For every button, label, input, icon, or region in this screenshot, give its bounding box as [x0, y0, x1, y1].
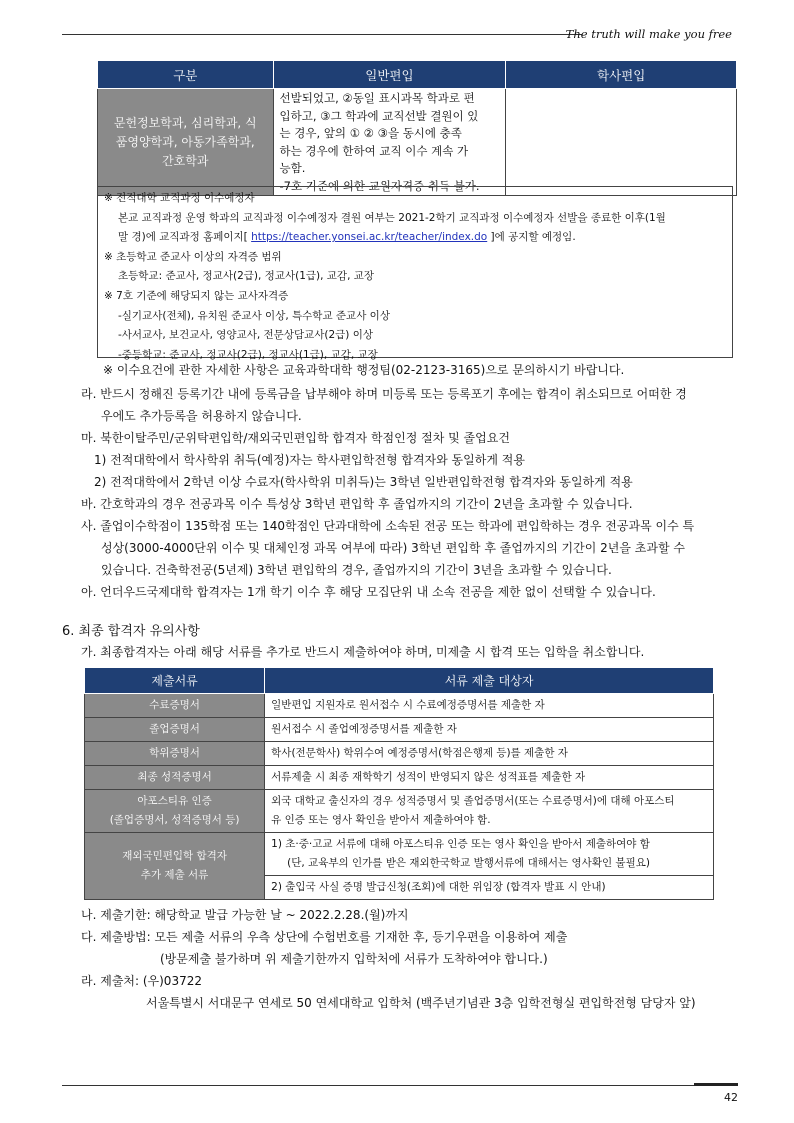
inquiry-note: ※ 이수요건에 관한 자세한 사항은 교육과학대학 행정팀(02-2123-3165)으로 문의하시기 바랍니다.	[103, 363, 625, 377]
item-ra-line2: 우에도 추가등록을 허용하지 않습니다.	[101, 409, 302, 423]
col-header-document: 제출서류	[85, 668, 265, 694]
documents-table	[84, 667, 714, 900]
footer-rule	[62, 1085, 738, 1086]
header-rule	[62, 34, 582, 35]
header-motto: The truth will make you free	[565, 27, 732, 41]
table-row: 수료증명서 일반편입 지원자로 원서접수 시 수료예정증명서를 제출한 자	[85, 694, 714, 718]
col-header-bachelor: 학사편입	[506, 61, 737, 89]
table-row: 최종 성적증명서 서류제출 시 최종 재학학기 성적이 반영되지 않은 성적표를 제출한 자	[85, 766, 714, 790]
teacher-course-note: ※ 전적대학 교직과정 이수예정자 본교 교직과정 운영 학과의 교직과정 이수예정자 결원 여부는 2021-2학기 교직과정 이수예정자 선발을 종료한 이후(1월 말 경)에 교직과정 홈페이지[ https://teacher.yonsei.ac.kr/teacher/index.do ]에 공지할 예정임. ※ 초등학교 준교사 이상의 자격증 범위 초등학교: 준교사, 정교사(2급), 정교사(1급), 교감, 교장 ※ 7호 기준에 해당되지 않는 교사자격증 -실기교사(전체), 유치원 준교사 이상, 특수학교 준교사 이상 -사서교사, 보건교사, 영양교사, 전문상담교사(2급) 이상 -중등학교: 준교사, 정교사(2급), 정교사(1급), 교감, 교장	[97, 186, 733, 358]
item-ma-2: 2) 전적대학에서 2학년 이상 수료자(학사학위 미취득)는 3학년 일반편입학전형 합격자와 동일하게 적용	[94, 475, 633, 489]
item-da-line1: 다. 제출방법: 모든 제출 서류의 우측 상단에 수험번호를 기재한 후, 등기우편을 이용하여 제출	[81, 930, 568, 944]
item-ma-1: 1) 전적대학에서 학사학위 취득(예정)자는 학사편입학전형 합격자와 동일하게 적용	[94, 453, 525, 467]
table-row: 재외국민편입학 합격자 추가 제출 서류 1) 초·중·고교 서류에 대해 아포스티유 인증 또는 영사 확인을 받아서 제출하여야 함 (단, 교육부의 인가를 받은 재외한국학교 발행서류에 대해서는 영사확인 불필요)	[85, 833, 714, 876]
item-a: 아. 언더우드국제대학 합격자는 1개 학기 이수 후 해당 모집단위 내 소속 전공을 제한 없이 선택할 수 있습니다.	[81, 585, 656, 599]
item-da-line2: (방문제출 불가하며 위 제출기한까지 입학처에 서류가 도착하여야 합니다.)	[160, 952, 548, 966]
item-ba: 바. 간호학과의 경우 전공과목 이수 특성상 3학년 편입학 후 졸업까지의 기간이 2년을 초과할 수 있습니다.	[81, 497, 633, 511]
footer-accent-bar	[694, 1083, 738, 1086]
submit-address: 서울특별시 서대문구 연세로 50 연세대학교 입학처 (백주년기념관 3층 입학전형실 편입학전형 담당자 앞)	[146, 996, 696, 1010]
teacher-homepage-link[interactable]: https://teacher.yonsei.ac.kr/teacher/index.do	[251, 231, 488, 244]
col-header-target: 서류 제출 대상자	[265, 668, 714, 694]
general-transfer-cell: 선발되었고, ②동일 표시과목 학과로 편 입하고, ③그 학과에 교직선발 결원이 있 는 경우, 앞의 ① ② ③을 동시에 충족 하는 경우에 한하여 교직 이수 계속 가 능함. -7호 기준에 의한 교원자격증 취득 불가.	[273, 89, 506, 196]
table-row: 2) 출입국 사실 증명 발급신청(조회)에 대한 위임장 (합격자 발표 시 안내)	[85, 876, 714, 900]
category-cell: 문헌정보학과, 심리학과, 식품영양학과, 아동가족학과, 간호학과	[98, 89, 274, 196]
page-number: 42	[724, 1091, 738, 1104]
section-6-title: 6. 최종 합격자 유의사항	[62, 624, 200, 639]
item-na: 나. 제출기한: 해당학교 발급 가능한 날 ~ 2022.2.28.(월)까지	[81, 908, 409, 922]
item-ga: 가. 최종합격자는 아래 해당 서류를 추가로 반드시 제출하여야 하며, 미제출 시 합격 또는 입학을 취소합니다.	[81, 645, 645, 659]
bachelor-transfer-cell	[506, 89, 737, 196]
table-row: 학위증명서 학사(전문학사) 학위수여 예정증명서(학점은행제 등)를 제출한 자	[85, 742, 714, 766]
table-row: 졸업증명서 원서접수 시 졸업예정증명서를 제출한 자	[85, 718, 714, 742]
item-sa-line3: 있습니다. 건축학전공(5년제) 3학년 편입학의 경우, 졸업까지의 기간이 3년을 초과할 수 있습니다.	[101, 563, 612, 577]
item-sa-line2: 성상(3000-4000단위 이수 및 대체인정 과목 여부에 따라) 3학년 편입학 후 졸업까지의 기간이 2년을 초과할 수	[101, 541, 685, 555]
eligibility-table	[97, 60, 737, 196]
item-ra-submit: 라. 제출처: (우)03722	[81, 974, 202, 988]
table-row: 아포스티유 인증 (졸업증명서, 성적증명서 등) 외국 대학교 출신자의 경우 성적증명서 및 졸업증명서(또는 수료증명서)에 대해 아포스티 유 인증 또는 영사 확인을 받아서 제출하여야 함.	[85, 790, 714, 833]
item-ra-line1: 라. 반드시 정해진 등록기간 내에 등록금을 납부해야 하며 미등록 또는 등록포기 후에는 합격이 취소되므로 어떠한 경	[81, 387, 687, 401]
col-header-category: 구분	[98, 61, 274, 89]
item-sa-line1: 사. 졸업이수학점이 135학점 또는 140학점인 단과대학에 소속된 전공 또는 학과에 편입학하는 경우 전공과목 이수 특	[81, 519, 695, 533]
item-ma: 마. 북한이탈주민/군위탁편입학/재외국민편입학 합격자 학점인정 절차 및 졸업요건	[81, 431, 510, 445]
col-header-general: 일반편입	[273, 61, 506, 89]
